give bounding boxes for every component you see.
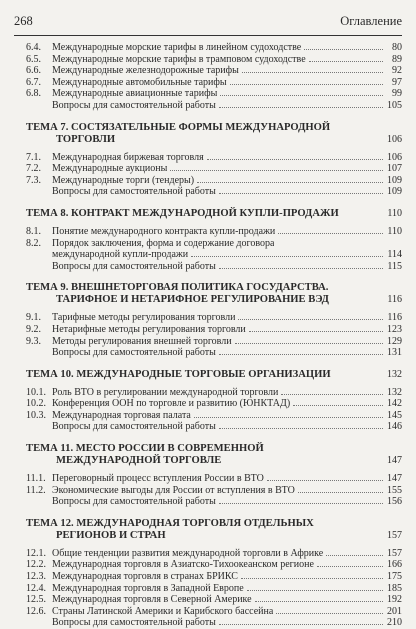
toc-section	[26, 443, 402, 508]
toc-entry	[26, 398, 402, 410]
entry-number: 6.7.	[26, 76, 41, 88]
topic-heading	[26, 122, 402, 146]
entry-title: Вопросы для самостоятельной работы	[52, 99, 216, 111]
entry-number: 6.8.	[26, 88, 41, 100]
entry-page-number: 105	[387, 99, 402, 111]
entry-number: 10.1.	[26, 386, 46, 398]
entry-number: 10.2.	[26, 398, 46, 410]
entry-title: Вопросы для самостоятельной работы	[52, 260, 216, 272]
entry-page-number: 156	[387, 496, 402, 508]
entry-page-number: 146	[387, 421, 402, 433]
entry-title: Конференция ООН по торговле и развитию (ЮНКТАД)	[52, 398, 291, 410]
entry-number: 12.6.	[26, 605, 46, 617]
header-rule	[14, 35, 402, 36]
toc-section	[26, 282, 402, 358]
topic-page-number: 157	[387, 529, 402, 541]
leader-dots	[298, 492, 383, 493]
entry-page-number: 109	[387, 186, 402, 198]
entry-number: 11.2.	[26, 484, 46, 496]
entry-page-number: 92	[392, 65, 402, 77]
topic-title-continued: РЕГИОНОВ И СТРАН	[56, 529, 166, 541]
entry-page-number: 166	[387, 559, 402, 571]
entry-number: 12.5.	[26, 594, 46, 606]
topic-heading	[26, 282, 402, 306]
entry-number: 12.3.	[26, 571, 46, 583]
entry-number: 8.2.	[26, 237, 41, 249]
leader-dots	[278, 233, 383, 234]
topic-page-number: 116	[387, 294, 402, 306]
leader-dots	[276, 613, 383, 614]
questions-entry	[26, 347, 402, 359]
entry-page-number: 210	[387, 617, 402, 629]
toc-entry	[26, 88, 402, 100]
entry-page-number: 106	[387, 151, 402, 163]
entry-title: Понятие международного контракта купли-продажи	[52, 225, 276, 237]
entry-page-number: 107	[387, 163, 402, 175]
leader-dots	[249, 331, 383, 332]
entry-page-number: 142	[387, 398, 402, 410]
toc-section	[26, 122, 402, 198]
entry-title: Методы регулирования внешней торговли	[52, 335, 232, 347]
entry-page-number: 131	[387, 347, 402, 359]
topic-title-continued: МЕЖДУНАРОДНОЙ ТОРГОВЛЕ	[56, 455, 222, 467]
entry-number: 10.3.	[26, 409, 46, 421]
toc-entry	[26, 152, 402, 164]
entry-number: 12.4.	[26, 582, 46, 594]
leader-dots	[191, 256, 383, 257]
leader-dots	[170, 170, 383, 171]
entry-page-number: 110	[387, 225, 402, 237]
toc-entry	[26, 238, 402, 250]
leader-dots	[267, 480, 383, 481]
entry-title: Международная торговля в странах БРИКС	[52, 571, 238, 583]
entry-title: Роль ВТО в регулировании международной торговли	[52, 386, 279, 398]
topic-page-number: 147	[387, 455, 402, 467]
entry-title: Международные авиационные тарифы	[52, 88, 218, 100]
entry-page-number: 155	[387, 484, 402, 496]
leader-dots	[242, 72, 383, 73]
toc-entry	[26, 163, 402, 175]
leader-dots	[194, 417, 383, 418]
questions-entry	[26, 496, 402, 508]
entry-title: Международные морские тарифы в трамповом судоходстве	[52, 53, 306, 65]
toc-entry	[26, 336, 402, 348]
entry-number: 6.6.	[26, 65, 41, 77]
entry-title: Международная биржевая торговля	[52, 151, 204, 163]
entry-title: Вопросы для самостоятельной работы	[52, 496, 216, 508]
topic-page-number: 132	[387, 368, 402, 380]
entry-title: Международные торги (тендеры)	[52, 174, 195, 186]
entry-page-number: 175	[387, 571, 402, 583]
entry-page-number: 145	[387, 409, 402, 421]
entry-number: 9.3.	[26, 335, 41, 347]
toc-entry	[26, 249, 402, 261]
leader-dots	[309, 61, 383, 62]
entry-title: Вопросы для самостоятельной работы	[52, 347, 216, 359]
leader-dots	[235, 343, 383, 344]
running-title: Оглавление	[340, 14, 402, 28]
leader-dots	[304, 49, 383, 50]
entry-title: Международные морские тарифы в линейном судоходстве	[52, 42, 302, 53]
toc-entry	[26, 410, 402, 422]
entry-title: Экономические выгоды для России от вступления в ВТО	[52, 484, 295, 496]
leader-dots	[207, 159, 383, 160]
entry-number: 11.1.	[26, 473, 46, 485]
topic-heading	[26, 208, 402, 220]
topic-title: ТЕМА 10. МЕЖДУНАРОДНЫЕ ТОРГОВЫЕ ОРГАНИЗАЦИИ	[26, 368, 331, 380]
topic-page-number: 110	[387, 207, 402, 219]
leader-dots	[238, 319, 383, 320]
entry-title: Международная торговля в Азиатско-Тихоокеанском регионе	[52, 559, 314, 571]
entry-title: Вопросы для самостоятельной работы	[52, 186, 216, 198]
entry-page-number: 109	[387, 174, 402, 186]
entry-page-number: 192	[387, 594, 402, 606]
entry-page-number: 97	[392, 76, 402, 88]
leader-dots	[255, 601, 383, 602]
leader-dots	[219, 107, 383, 108]
entry-number: 9.2.	[26, 323, 41, 335]
toc-entry	[26, 473, 402, 485]
entry-title: Порядок заключения, форма и содержание договора	[52, 237, 275, 249]
entry-number: 6.4.	[26, 42, 41, 53]
entry-page-number: 115	[387, 260, 402, 272]
toc-entry	[26, 594, 402, 606]
toc-entry	[26, 77, 402, 89]
entry-title: Вопросы для самостоятельной работы	[52, 421, 216, 433]
leader-dots	[230, 84, 383, 85]
leader-dots	[317, 566, 383, 567]
leader-dots	[219, 193, 383, 194]
entry-title: Международные автомобильные тарифы	[52, 76, 227, 88]
toc-entry	[26, 571, 402, 583]
leader-dots	[219, 503, 383, 504]
toc-entry	[26, 65, 402, 77]
entry-number: 12.1.	[26, 547, 46, 559]
toc-entry	[26, 559, 402, 571]
toc-entry	[26, 54, 402, 66]
leader-dots	[219, 624, 383, 625]
entry-page-number: 201	[387, 605, 402, 617]
entry-title: Международная торговля в Северной Америке	[52, 594, 252, 606]
toc-entry	[26, 175, 402, 187]
toc-entry	[26, 387, 402, 399]
leader-dots	[197, 182, 383, 183]
topic-title-continued: ТАРИФНОЕ И НЕТАРИФНОЕ РЕГУЛИРОВАНИЕ ВЭД	[56, 294, 329, 306]
leader-dots	[219, 354, 383, 355]
leader-dots	[241, 578, 383, 579]
entry-number: 8.1.	[26, 225, 41, 237]
entry-page-number: 147	[387, 473, 402, 485]
questions-entry	[26, 421, 402, 433]
entry-number: 6.5.	[26, 53, 41, 65]
topic-title: ТЕМА 12. МЕЖДУНАРОДНАЯ ТОРГОВЛЯ ОТДЕЛЬНЫХ	[26, 517, 314, 529]
topic-title-continued: ТОРГОВЛИ	[56, 133, 116, 145]
entry-title: Страны Латинской Америки и Карибского бассейна	[52, 605, 274, 617]
toc-entry	[26, 324, 402, 336]
entry-page-number: 89	[392, 53, 402, 65]
leader-dots	[219, 428, 383, 429]
entry-title: Переговорный процесс вступления России в ВТО	[52, 473, 264, 485]
entry-page-number: 114	[387, 249, 402, 261]
entry-number: 7.2.	[26, 163, 41, 175]
topic-page-number: 106	[387, 133, 402, 145]
entry-number: 12.2.	[26, 559, 46, 571]
entry-number: 7.1.	[26, 151, 41, 163]
entry-page-number: 185	[387, 582, 402, 594]
leader-dots	[281, 394, 383, 395]
entry-title: Международная торговая палата	[52, 409, 191, 421]
page-number: 268	[14, 14, 33, 28]
entry-title: Вопросы для самостоятельной работы	[52, 617, 216, 629]
toc-section	[26, 369, 402, 433]
entry-title: Нетарифные методы регулирования торговли	[52, 323, 246, 335]
topic-heading	[26, 518, 402, 542]
topic-heading	[26, 369, 402, 381]
entry-page-number: 129	[387, 335, 402, 347]
toc-entry	[26, 606, 402, 618]
entry-page-number: 123	[387, 323, 402, 335]
entry-page-number: 80	[392, 42, 402, 53]
questions-entry	[26, 617, 402, 629]
leader-dots	[220, 95, 383, 96]
toc-entry	[26, 226, 402, 238]
leader-dots	[247, 590, 383, 591]
entry-number: 9.1.	[26, 312, 41, 324]
entry-page-number: 116	[387, 312, 402, 324]
toc-entry	[26, 42, 402, 54]
entry-title: Международные железнодорожные тарифы	[52, 65, 239, 77]
entry-title: Общие тенденции развития международной торговли в Африке	[52, 547, 324, 559]
entry-title: Тарифные методы регулирования торговли	[52, 312, 236, 324]
entry-page-number: 99	[392, 88, 402, 100]
entry-title: международной купли-продажи	[52, 249, 189, 261]
toc-section	[26, 42, 402, 112]
leader-dots	[326, 555, 383, 556]
questions-entry	[26, 261, 402, 273]
toc-section	[26, 518, 402, 629]
leader-dots	[219, 268, 383, 269]
entry-page-number: 157	[387, 547, 402, 559]
entry-title: Международные аукционы	[52, 163, 168, 175]
entry-page-number: 132	[387, 386, 402, 398]
topic-title: ТЕМА 9. ВНЕШНЕТОРГОВАЯ ПОЛИТИКА ГОСУДАРСТВА.	[26, 282, 329, 294]
toc-entry	[26, 583, 402, 595]
table-of-contents	[26, 42, 402, 629]
topic-title: ТЕМА 8. КОНТРАКТ МЕЖДУНАРОДНОЙ КУПЛИ-ПРОДАЖИ	[26, 207, 339, 219]
topic-heading	[26, 443, 402, 467]
leader-dots	[293, 405, 383, 406]
questions-entry	[26, 100, 402, 112]
topic-title: ТЕМА 11. МЕСТО РОССИИ В СОВРЕМЕННОЙ	[26, 443, 264, 455]
toc-entry	[26, 548, 402, 560]
entry-number: 7.3.	[26, 174, 41, 186]
questions-entry	[26, 186, 402, 198]
toc-section	[26, 208, 402, 272]
toc-entry	[26, 485, 402, 497]
toc-entry	[26, 312, 402, 324]
entry-title: Международная торговля в Западной Европе	[52, 582, 244, 594]
topic-title: ТЕМА 7. СОСТЯЗАТЕЛЬНЫЕ ФОРМЫ МЕЖДУНАРОДНОЙ	[26, 121, 331, 133]
page-header	[14, 14, 402, 32]
